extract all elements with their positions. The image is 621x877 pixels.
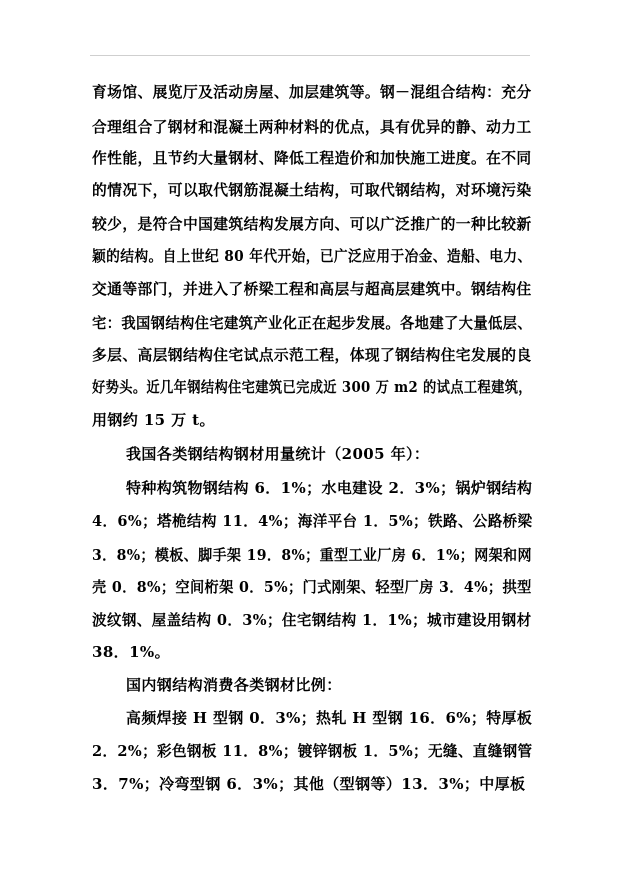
text-line: 育场馆、展览厅及活动房屋、加层建筑等。钢－混组合结构：充分 — [92, 83, 532, 101]
text-line: 合理组合了钢材和混凝土两种材料的优点，具有优异的静、动力工 — [92, 118, 532, 136]
text-line: 较少，是符合中国建筑结构发展方向、可以广泛推广的一种比较新 — [92, 215, 532, 233]
text-line: 作性能，且节约大量钢材、降低工程造价和加快施工进度。在不同 — [92, 149, 532, 167]
text-line: 多层、高层钢结构住宅试点示范工程，体现了钢结构住宅发展的良 — [92, 346, 532, 364]
text-line: 高频焊接 H 型钢 0．3%；热轧 H 型钢 16．6%；特厚板 — [126, 709, 533, 727]
text-line: 用钢约 15 万 t。 — [92, 411, 215, 429]
text-line: 3．8%；模板、脚手架 19．8%；重型工业厂房 6．1%；网架和网 — [92, 546, 532, 564]
text-line: 颖的结构。自上世纪 80 年代开始，已广泛应用于冶金、造船、电力、 — [92, 247, 532, 265]
section-heading: 我国各类钢结构钢材用量统计（2005 年）： — [126, 445, 430, 463]
text-line: 3．7%；冷弯型钢 6．3%；其他（型钢等）13．3%；中厚板 — [92, 775, 526, 793]
text-line: 38．1%。 — [92, 643, 170, 661]
text-line: 波纹钢、屋盖结构 0．3%；住宅钢结构 1．1%；城市建设用钢材 — [92, 611, 532, 629]
text-line: 2．2%；彩色钢板 11．8%；镀锌钢板 1．5%；无缝、直缝钢管 — [92, 742, 533, 760]
text-line: 壳 0．8%；空间桁架 0．5%；门式刚架、轻型厂房 3．4%；拱型 — [92, 578, 532, 596]
text-line: 的情况下，可以取代钢筋混凝土结构，可取代钢结构，对环境污染 — [92, 181, 532, 199]
text-line: 好势头。近几年钢结构住宅建筑已完成近 300 万 m2 的试点工程建筑， — [92, 378, 532, 396]
text-line: 特种构筑物钢结构 6．1%；水电建设 2．3%；锅炉钢结构 — [126, 479, 533, 497]
text-line: 4．6%；塔桅结构 11．4%；海洋平台 1．5%；铁路、公路桥梁 — [92, 512, 533, 530]
text-line: 宅：我国钢结构住宅建筑产业化正在起步发展。各地建了大量低层、 — [92, 314, 533, 332]
text-line: 交通等部门，并进入了桥梁工程和高层与超高层建筑中。钢结构住 — [92, 280, 532, 298]
section-heading: 国内钢结构消费各类钢材比例： — [126, 676, 342, 694]
header-rule — [90, 55, 530, 56]
